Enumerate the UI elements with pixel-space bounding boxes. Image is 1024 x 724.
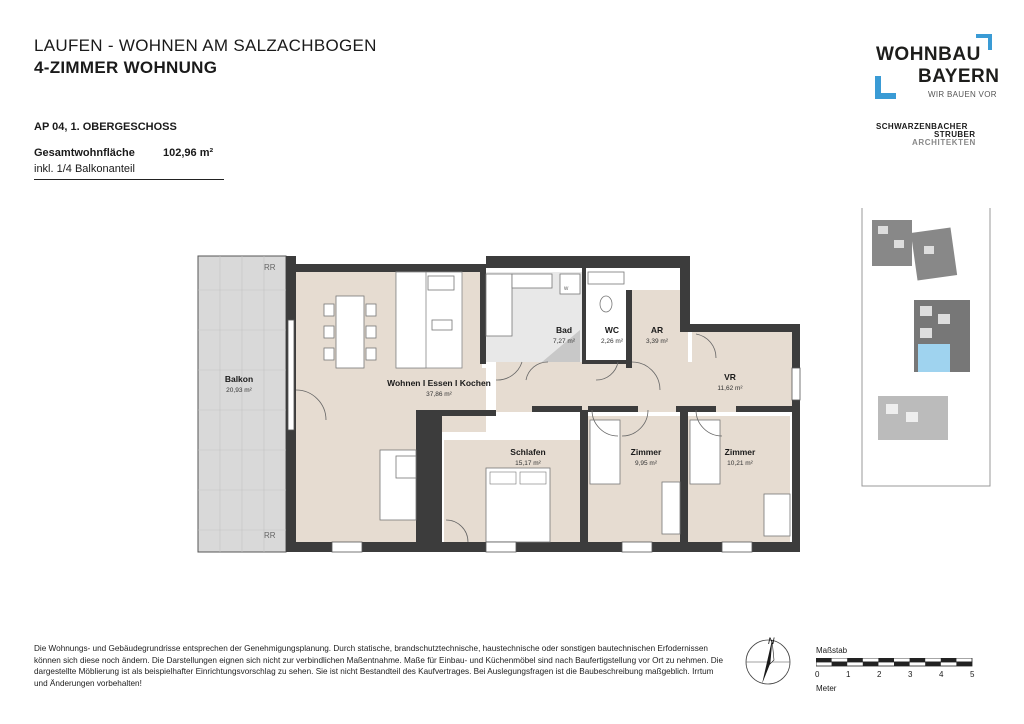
scale-tick-5: 5: [970, 670, 975, 679]
project-title: LAUFEN - WOHNEN AM SALZACHBOGEN: [34, 36, 377, 55]
area-underline: [34, 179, 224, 180]
balcony-rr-mark-bottom: RR: [264, 531, 276, 540]
architect-line1: SCHWARZENBACHER: [876, 122, 968, 131]
room-area-schlafen: 15,17 m²: [515, 460, 541, 467]
room-area-wc: 2,26 m²: [600, 338, 624, 345]
toilet-icon: [600, 296, 612, 312]
room1-bed: [590, 420, 620, 484]
washer-mark: w: [564, 286, 569, 292]
scale-label: Maßstab: [816, 646, 848, 655]
room-name-bad: Bad: [555, 325, 573, 335]
architect-line3: ARCHITEKTEN: [912, 138, 976, 147]
apartment-type: 4-ZIMMER WOHNUNG: [34, 58, 218, 77]
scale-unit: Meter: [816, 684, 837, 693]
legal-disclaimer: Die Wohnungs- und Gebäudegrundrisse entsprechen der Genehmigungsplanung. Durch statische, brandschutztechnische, haustechnische oder sonstigen bautechnischen Erfodernissen können sich diese noch ändern. Die Darstellungen eignen sich nicht zur verbindlichen Maßentnahme. Maße für Einbau- und Küchenmöbel sind nach Baufertigstellung vor Ort zu nehmen. Die dargestellte Möblierung ist als beispielhafter Einrichtungsvorschlag zu sehen. Sie ist nicht Bestandteil des Kaufvertrages. Bei Auslegungsfragen ist die Baubeschreibung maßgeblich. Irrtum und Änderungen vorbehalten!: [34, 644, 724, 688]
stove-icon: [428, 276, 454, 290]
scale-tick-4: 4: [939, 670, 944, 679]
keyplan-building-top: [872, 220, 957, 281]
bathtub: [486, 274, 512, 336]
room-name-zimmer2: Zimmer: [724, 447, 756, 457]
logo-tagline: WIR BAUEN VOR: [928, 90, 997, 99]
room-area-wohnen: 37,86 m²: [426, 391, 452, 398]
room-name-balkon: Balkon: [224, 374, 254, 384]
room-area-zimmer1: 9,95 m²: [634, 460, 658, 467]
room-name-ar: AR: [650, 325, 664, 335]
room-area-bad: 7,27 m²: [552, 338, 576, 345]
room-name-vr: VR: [724, 372, 736, 382]
scale-tick-1: 1: [846, 670, 851, 679]
north-arrow-icon: [740, 632, 800, 692]
logo-wordmark-line2: BAYERN: [918, 66, 1000, 87]
keyplan-building-bottom: [878, 396, 948, 440]
area-label: Gesamtwohnfläche: [34, 147, 135, 159]
logo-wordmark-line1: WOHNBAU: [876, 44, 981, 65]
room1-desk: [662, 482, 680, 534]
room-name-wohnen: Wohnen I Essen I Kochen: [387, 378, 491, 388]
balcony-rr-mark-top: RR: [264, 263, 276, 272]
room-area-vr: 11,62 m²: [717, 385, 743, 392]
north-label: N: [768, 636, 775, 646]
room-name-zimmer1: Zimmer: [630, 447, 662, 457]
washbasin: [512, 274, 552, 288]
scale-tick-3: 3: [908, 670, 913, 679]
washing-machine-icon: [560, 274, 580, 294]
room-name-wc: WC: [604, 325, 620, 335]
floor-plan: [196, 250, 802, 556]
hallway-floor: [692, 330, 792, 410]
area-value: 102,96 m²: [163, 147, 214, 159]
architect-line2: STRUBER: [934, 130, 976, 139]
area-note: inkl. 1/4 Balkonanteil: [34, 163, 135, 175]
armchair: [396, 456, 416, 478]
room-area-zimmer2: 10,21 m²: [727, 460, 753, 467]
unit-label: AP 04, 1. OBERGESCHOSS: [34, 121, 177, 133]
scale-tick-2: 2: [877, 670, 882, 679]
scale-tick-0: 0: [815, 670, 820, 679]
scale-bar: [816, 658, 976, 670]
site-keyplan: [858, 204, 994, 494]
room-area-ar: 3,39 m²: [645, 338, 669, 345]
keyplan-highlighted-unit: [918, 344, 950, 372]
room-area-balkon: 20,93 m²: [226, 387, 252, 394]
room-name-schlafen: Schlafen: [510, 447, 546, 457]
room2-desk: [764, 494, 790, 536]
logo-mark-icon: [872, 32, 998, 102]
dining-table: [336, 296, 364, 368]
sink-icon: [432, 320, 452, 330]
